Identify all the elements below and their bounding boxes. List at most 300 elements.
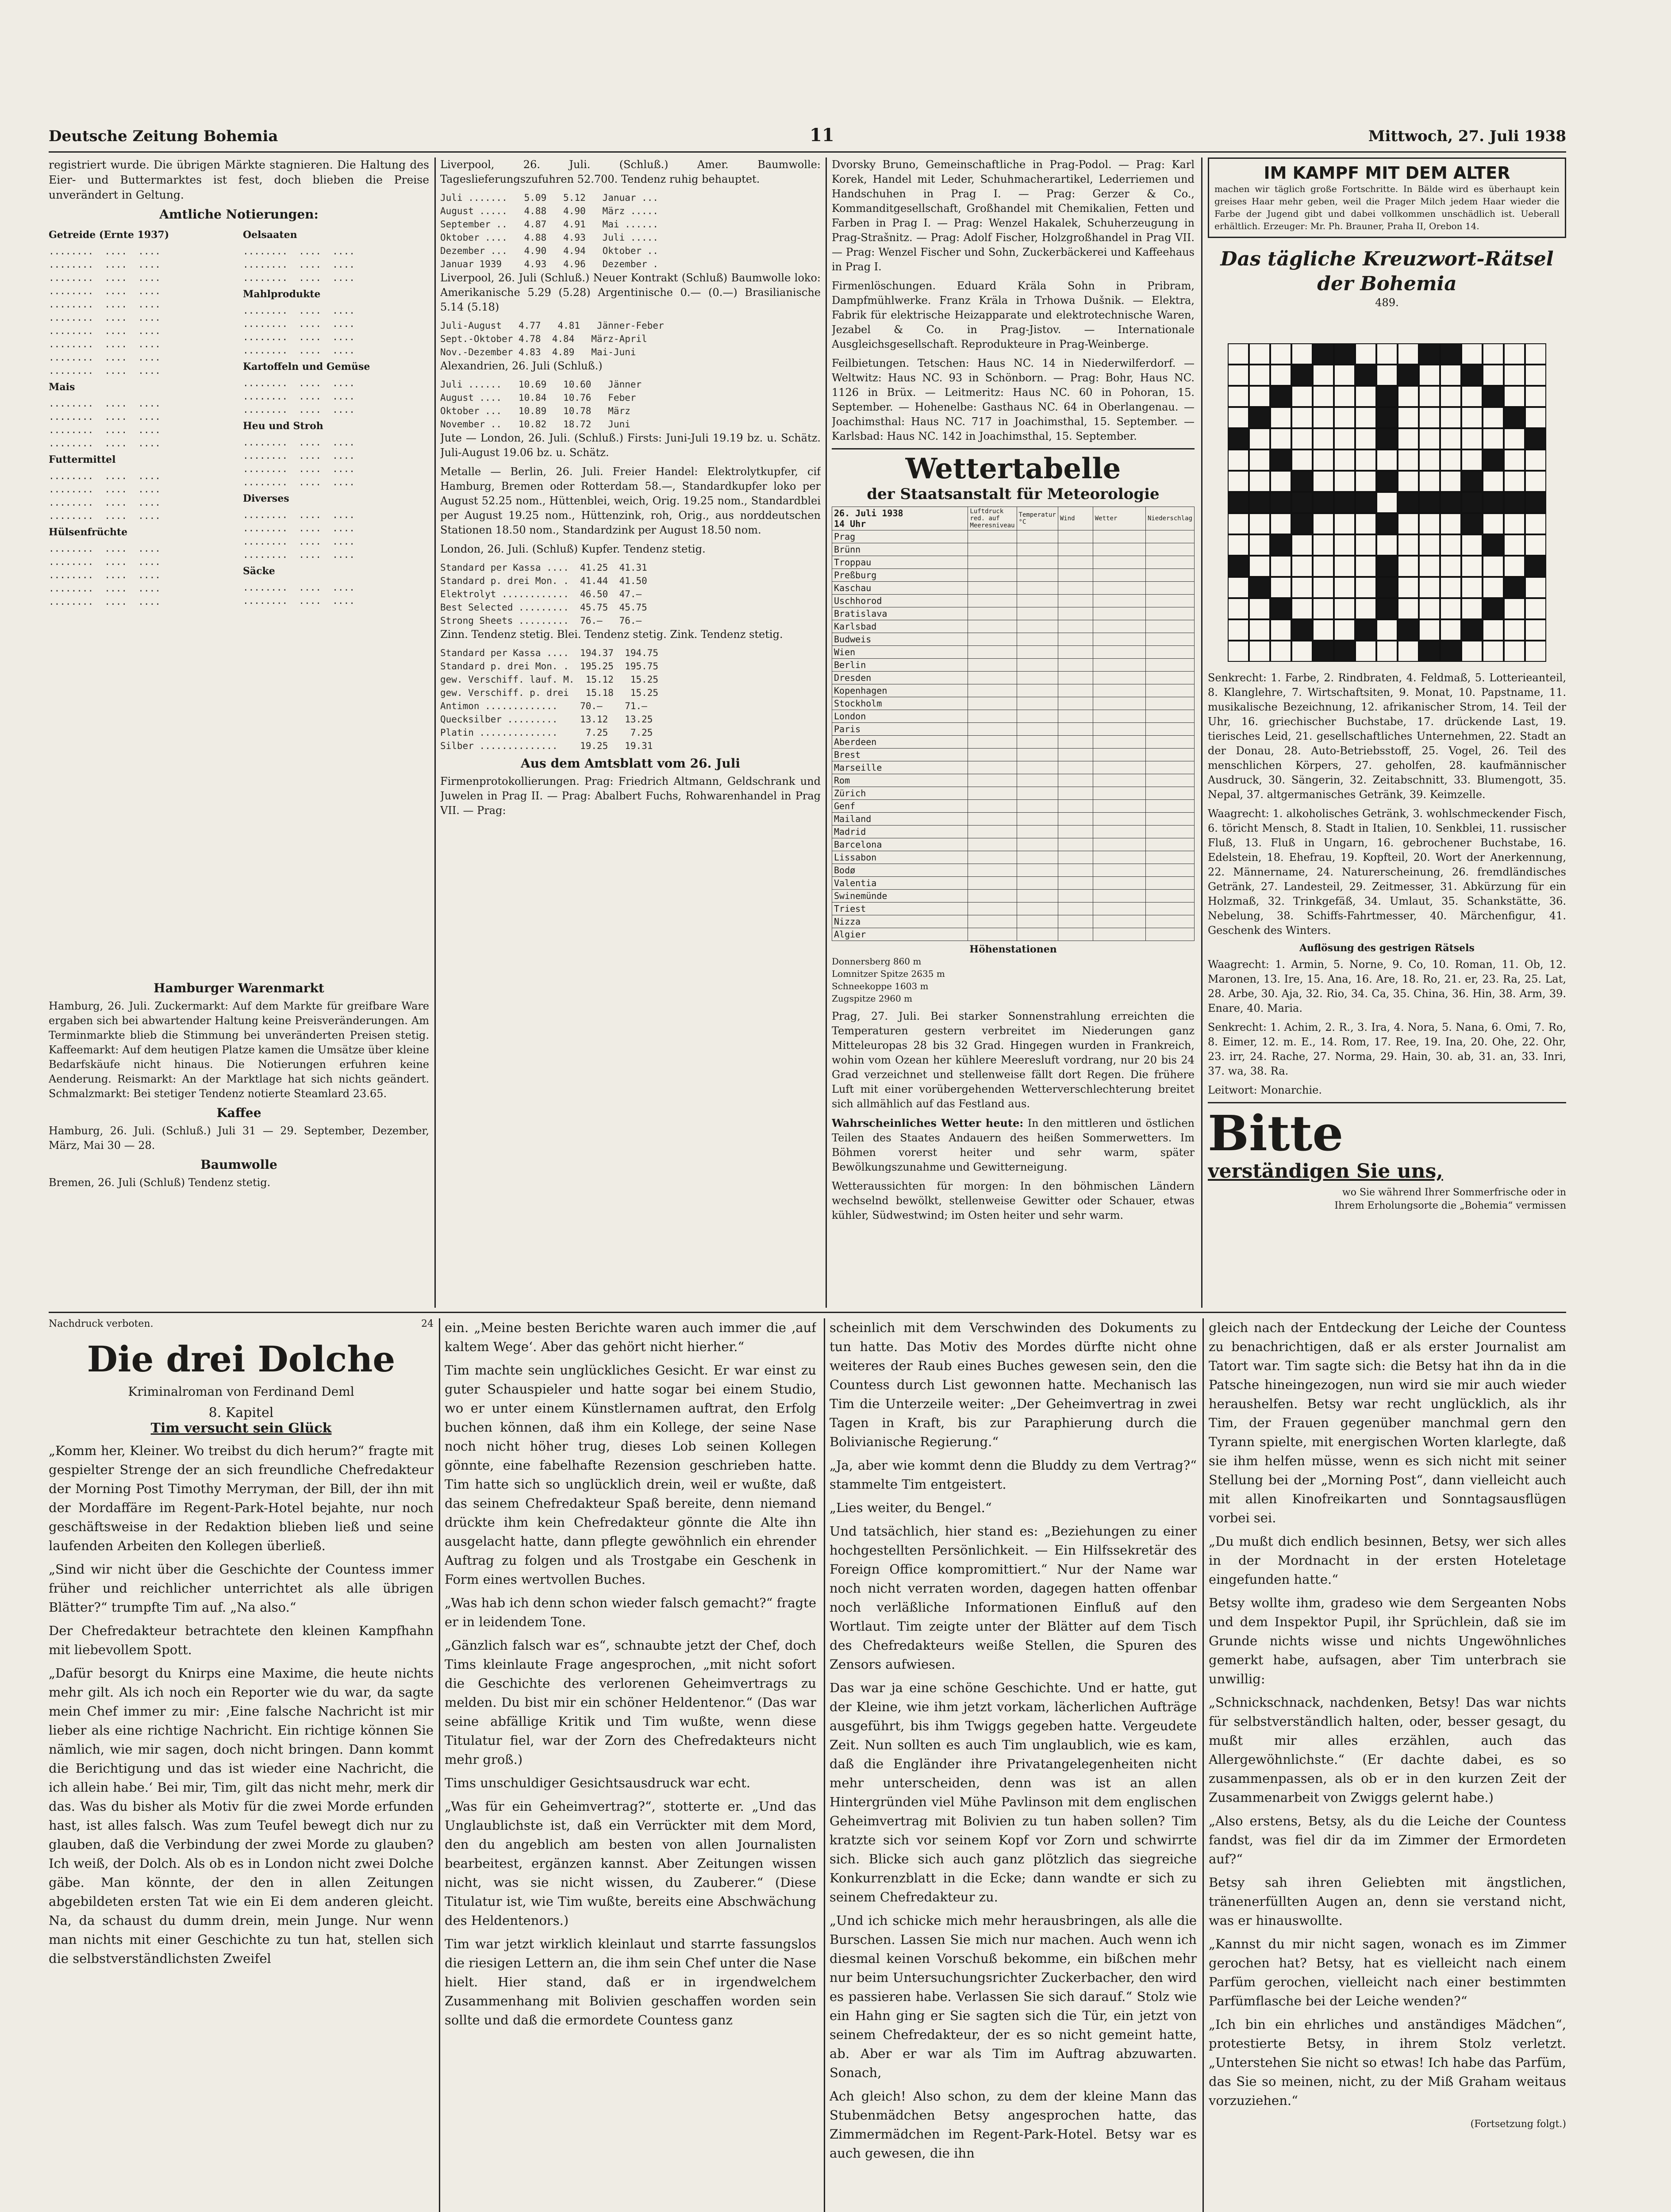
crossword-cell (1291, 513, 1313, 534)
crossword-cell (1376, 449, 1398, 471)
crossword-cell (1270, 641, 1291, 662)
station-value (1145, 556, 1194, 569)
crossword-cell (1270, 365, 1291, 386)
station-value (1093, 710, 1145, 723)
station-value (1145, 800, 1194, 813)
station-value (1017, 826, 1058, 838)
kaffee-title: Kaffee (216, 1106, 261, 1120)
crossword-cell (1249, 386, 1270, 407)
crossword-cell (1419, 619, 1440, 641)
amtsblatt-text: Firmenprotokollierungen. Prag: Friedrich Altmann, Geldschrank und Juwelen in Prag II. — Prag: Abalbert Fuchs, Rohwarenhandel in Prag VII. — Prag: (440, 775, 821, 817)
station-value (1058, 659, 1093, 672)
crossword-cell (1334, 365, 1355, 386)
crossword-cell (1483, 577, 1504, 598)
crossword-cell (1355, 641, 1376, 662)
crossword-cell (1334, 386, 1355, 407)
crossword-cell (1461, 365, 1483, 386)
crossword-cell (1419, 492, 1440, 513)
column-rule (824, 1318, 825, 2212)
novel-paragraph: gleich nach der Entdeckung der Leiche der Countess zu benachrichtigen, daß er als erster Journalist am Tatort war. Tim sagte sich: die Betsy hat ihn da in die Patsche hineingezogen, nun wird sie mir auch wieder heraushelfen. Betsy war recht unglücklich, als ihr Tim, der Frauen gegenüber manchmal gern den Tyrann spielte, mit energischen Worten klarlegte, daß sie ihm helfen müsse, wenn es sich nicht mit seiner Stellung bei der „Morning Post“, dann vielleicht auch mit allen Kinofreikarten und Sonntagsausflügen vorbei sei. (1209, 1320, 1566, 1525)
weather-station-row (832, 659, 1195, 672)
crossword-cell (1249, 619, 1270, 641)
novel-paragraph: „Kannst du mir nicht sagen, wonach es im Zimmer gerochen hat? Betsy, hat es vielleicht nach einem Parfüm gerochen, vielleicht nach einer bestimmten Parfümflasche bei der Leiche wenden?“ (1209, 1936, 1566, 2008)
crossword-cell (1249, 343, 1270, 365)
puzzle-senkrecht: Senkrecht: 1. Farbe, 2. Rindbraten, 4. Feldmaß, 5. Lotterieanteil, 8. Klanglehre, 7. Wirtschaftsiten, 9. Monat, 10. Papstname, 11. musikalische Bezeichnung, 12. afrikanischer Strom, 14. Teil der Uhr, 16. griechischer Buchstabe, 17. drückende Last, 19. tierisches Leid, 21. gesellschaftliches Unternehmen, 22. Stadt an der Donau, 28. Auto-Betriebsstoff, 25. Vogel, 26. Teil des menschlichen Körpers, 27. geholfen, 28. kaufmännischer Ausdruck, 30. Sängerin, 32. Zeitabschnitt, 33. Blumengott, 35. Nepal, 37. altgermanisches Getränk, 39. Keimzelle. (1208, 672, 1566, 801)
crossword-cell (1249, 641, 1270, 662)
station-value (1058, 595, 1093, 607)
station-value (1093, 723, 1145, 736)
station-value (1058, 749, 1093, 761)
station-value (968, 928, 1017, 941)
crossword-cell (1270, 534, 1291, 556)
crossword-cell (1334, 619, 1355, 641)
station-value (1058, 710, 1093, 723)
station-name: Kaschau (832, 582, 968, 595)
commodity-report: London, 26. Juli. (Schluß) Kupfer. Tendenz stetig. (440, 543, 706, 555)
crossword-cell (1440, 577, 1461, 598)
issue-date: Mittwoch, 27. Juli 1938 (1368, 127, 1566, 145)
crossword-cell (1376, 598, 1398, 619)
station-value (1058, 556, 1093, 569)
station-value (1017, 569, 1058, 582)
crossword-cell (1525, 556, 1546, 577)
station-value (968, 620, 1017, 633)
market-filler: ........ .... .... ........ .... .... ........ .... .... (243, 378, 355, 415)
weather-station-row (832, 582, 1195, 595)
crossword-cell (1461, 534, 1483, 556)
firm-notice: Firmenlöschungen. Eduard Kräla Sohn in Pribram, Dampfmühlwerke. Franz Kräla in Trhowa Dušnik. — Elektra, Fabrik für elektrische Heizapparate und elektrotechnische Waren, Jezabel & Co. in Prag-Jistov. — Internationale Ausgleichsgesellschaft. Reprodukteure in Prag-Weinberge. (832, 280, 1195, 350)
station-value (1017, 787, 1058, 800)
station-name: Karlsbad (832, 620, 968, 633)
station-value (1017, 877, 1058, 890)
crossword-cell (1398, 513, 1419, 534)
weather-station-row (832, 530, 1195, 543)
crossword-cell (1398, 534, 1419, 556)
crossword-cell (1376, 577, 1398, 598)
station-value (1058, 864, 1093, 877)
weather-forecast-body: In den mittleren und östlichen Teilen des Staates Andauern des heißen Sommerwetters. Im Böhmen vorerst heiter und sehr warm, später Bewölkungszunahme und Gewitterneigung. (832, 1117, 1195, 1173)
novel-paragraph: Das war ja eine schöne Geschichte. Und er hatte, gut der Kleine, wie ihm jetzt vorkam, lächerlichen Aufträge ausgeführt, bis ihm Twiggs gegeben hatte. Vergeudete Zeit. Nun sollten es auch Tim unglaublich, wie es kam, daß die Engländer ihre Privatangelegenheiten nicht mehr unterscheiden, denn was ist an allen Hintergründen viel Mühe Pavlinson mit dem englischen Geheimvertrag mit Bolivien zu tun haben sollen? Tim kratzte sich vor seinem Kopf vor Zorn und schwirrte sich. Blicke sich auch ganz plötzlich das siegreiche Konkurrenzblatt in die Ecke; dann wandte er sich zu seinem Chefredakteur zu. (830, 1680, 1197, 1905)
weather-station-row (832, 543, 1195, 556)
station-value (1145, 915, 1194, 928)
station-value (1017, 915, 1058, 928)
station-value (1093, 633, 1145, 646)
crossword-cell (1525, 577, 1546, 598)
station-value (968, 736, 1017, 749)
crossword-cell (1525, 513, 1546, 534)
station-name: Kopenhagen (832, 684, 968, 697)
crossword-cell (1398, 598, 1419, 619)
weather-forecast-heading: Wahrscheinliches Wetter heute: (832, 1117, 1024, 1129)
baumwolle-title: Baumwolle (200, 1157, 277, 1172)
novel-title: Die drei Dolche (87, 1338, 396, 1380)
station-value (1145, 864, 1194, 877)
crossword-cell (1398, 556, 1419, 577)
market-filler: ........ .... .... ........ .... .... ........ .... .... ........ .... .... (243, 305, 355, 356)
crossword-cell (1461, 386, 1483, 407)
novel-chapter-title: Tim versucht sein Glück (150, 1421, 332, 1436)
crossword-cell (1291, 428, 1313, 449)
station-value (968, 877, 1017, 890)
crossword-cell (1483, 492, 1504, 513)
weather-station-row (832, 826, 1195, 838)
crossword-cell (1376, 534, 1398, 556)
station-value (1145, 607, 1194, 620)
crossword-cell (1313, 343, 1334, 365)
crossword-cell (1313, 513, 1334, 534)
station-value (1093, 902, 1145, 915)
crossword-cell (1270, 577, 1291, 598)
crossword-cell (1334, 343, 1355, 365)
crossword-cell (1504, 641, 1525, 662)
crossword-cell (1525, 449, 1546, 471)
weather-tomorrow: Wetteraussichten für morgen: In den böhmischen Ländern wechselnd bewölkt, stellenweise Gewitter oder Schauer, etwas kühler, Südwestwind; im Osten heiter und sehr warm. (832, 1180, 1195, 1221)
station-value (1017, 749, 1058, 761)
crossword-cell (1355, 577, 1376, 598)
station-name: Valentia (832, 877, 968, 890)
station-value (1058, 543, 1093, 556)
station-name: Marseille (832, 761, 968, 774)
station-value (1145, 569, 1194, 582)
crossword-cell (1483, 428, 1504, 449)
market-section: Kartoffeln und Gemüse (243, 361, 370, 373)
crossword-cell (1525, 598, 1546, 619)
station-name: Paris (832, 723, 968, 736)
crossword-cell (1483, 407, 1504, 428)
crossword-cell (1504, 534, 1525, 556)
station-value (1058, 736, 1093, 749)
crossword-cell (1228, 577, 1249, 598)
station-value (968, 761, 1017, 774)
station-value (968, 800, 1017, 813)
crossword-cell (1376, 471, 1398, 492)
commodities-column (440, 157, 821, 1308)
station-value (1093, 800, 1145, 813)
crossword-cell (1504, 407, 1525, 428)
bitte-text: wo Sie während Ihrer Sommerfrische oder in Ihrem Erholungsorte die „Bohemia“ vermissen (1334, 1187, 1566, 1211)
crossword-cell (1313, 407, 1334, 428)
station-name: Algier (832, 928, 968, 941)
station-name: Brünn (832, 543, 968, 556)
crossword-cell (1504, 428, 1525, 449)
station-value (1145, 710, 1194, 723)
crossword-cell (1525, 641, 1546, 662)
station-value (1145, 838, 1194, 851)
crossword-cell (1334, 513, 1355, 534)
crossword-cell (1483, 449, 1504, 471)
weather-station-row (832, 620, 1195, 633)
novel-notice-row (49, 1318, 434, 1329)
station-value (968, 697, 1017, 710)
station-value (1058, 787, 1093, 800)
station-value (1058, 928, 1093, 941)
crossword-cell (1440, 641, 1461, 662)
crossword-cell (1355, 598, 1376, 619)
crossword-cell (1376, 428, 1398, 449)
station-value (1017, 530, 1058, 543)
station-value (968, 710, 1017, 723)
column-weather: Wetter (1093, 507, 1145, 530)
station-name: Mailand (832, 813, 968, 826)
crossword-cell (1440, 365, 1461, 386)
station-value (968, 607, 1017, 620)
station-value (1093, 877, 1145, 890)
mountain-station: Schneekoppe 1603 m (832, 981, 929, 991)
mountain-station: Lomnitzer Spitze 2635 m (832, 968, 945, 979)
column-wind: Wind (1058, 507, 1093, 530)
station-value (1093, 582, 1145, 595)
crossword-cell (1398, 365, 1419, 386)
station-value (1145, 877, 1194, 890)
station-value (1058, 800, 1093, 813)
station-name: Swinemünde (832, 890, 968, 902)
station-name: Preßburg (832, 569, 968, 582)
market-section: Säcke (243, 565, 275, 577)
commodity-filler: Juli ....... 5.09 5.12 Januar ... August ..... 4.88 4.90 März ..... September .. 4.87 4.91 Mai ...... Oktober .... 4.88 4.93 Juli ..... Dezember ... 4.90 4.94 Oktober .. Januar 1939 4.93 4.96 Dezember . (440, 192, 659, 269)
crossword-cell (1398, 641, 1419, 662)
station-value (968, 582, 1017, 595)
crossword-cell (1270, 386, 1291, 407)
station-value (1093, 697, 1145, 710)
station-name: Madrid (832, 826, 968, 838)
commodity-filler: Juli-August 4.77 4.81 Jänner-Feber Sept.-Oktober 4.78 4.84 März-April Nov.-Dezember 4.83 4.89 Mai-Juni (440, 320, 664, 357)
station-value (1017, 890, 1058, 902)
commodity-report: Metalle — Berlin, 26. Juli. Freier Handel: Elektrolytkupfer, cif Hamburg, Bremen oder Rotterdam 58.—, Standardkupfer loko per August 52.25 nom., Hüttenblei, weich, Orig. 19.25 nom., Standardblei per August 19.25 nom., Hüttenzink, roh, Orig., aus norddeutschen Stationen 18.50 nom., Standardzink per August 18.50 nom. (440, 465, 821, 536)
station-value (968, 556, 1017, 569)
crossword-cell (1398, 386, 1419, 407)
station-value (1093, 569, 1145, 582)
crossword-cell (1398, 471, 1419, 492)
station-value (1093, 774, 1145, 787)
column-precip: Niederschlag (1145, 507, 1194, 530)
station-value (1058, 620, 1093, 633)
puzzle-waagrecht: Waagrecht: 1. alkoholisches Getränk, 3. wohlschmeckender Fisch, 6. töricht Mensch, 8. Stadt in Italien, 10. Senkblei, 11. russischer Fluß, 13. Fluß in Ungarn, 16. gebrochener Buchstabe, 16. Edelstein, 18. Ehefrau, 19. Kopfteil, 20. Wort der Anerkennung, 22. Männername, 24. Naturerscheinung, 26. fremdländisches Getränk, 27. Landesteil, 29. Zeitmesser, 31. Abkürzung für ein Holzmaß, 32. Trinkgefäß, 34. Umlaut, 35. Schankstätte, 36. Nebelung, 38. Schiffs-Fahrtmesser, 40. Märchenfigur, 41. Geschenk des Winters. (1208, 807, 1566, 937)
column-rule (826, 157, 827, 1308)
firm-notice: Feilbietungen. Tetschen: Haus NC. 14 in Niederwilferdorf. — Weltwitz: Haus NC. 93 in Schönborn. — Prag: Bohr, Haus NC. 1126 in Brüx. — Leitmeritz: Haus NC. 60 in Pohoran, 15. September. — Hohenelbe: Gasthaus NC. 64 in Oberlangenau. — Joachimsthal: Haus NC. 717 in Joachimsthal, 15. September. — Karlsbad: Haus NC. 142 in Joachimsthal, 15. September. (832, 357, 1195, 442)
crossword-cell (1355, 428, 1376, 449)
crossword-cell (1249, 471, 1270, 492)
crossword-cell (1483, 534, 1504, 556)
crossword-cell (1270, 449, 1291, 471)
crossword-cell (1355, 386, 1376, 407)
station-value (1017, 582, 1058, 595)
crossword-cell (1228, 449, 1249, 471)
station-value (968, 787, 1017, 800)
novel-column-3 (830, 1318, 1197, 2212)
weather-station-row (832, 736, 1195, 749)
crossword-cell (1291, 619, 1313, 641)
weather-station-row (832, 595, 1195, 607)
crossword-cell (1419, 449, 1440, 471)
crossword-cell (1483, 365, 1504, 386)
crossword-cell (1504, 365, 1525, 386)
mountain-station: Zugspitze 2960 m (832, 993, 913, 1004)
station-value (1145, 813, 1194, 826)
station-value (1093, 556, 1145, 569)
market-filler: ........ .... .... ........ .... .... ........ .... .... (243, 246, 355, 283)
commodity-report: Zinn. Tendenz stetig. Blei. Tendenz stetig. Zink. Tendenz stetig. (440, 628, 783, 641)
crossword-cell (1249, 534, 1270, 556)
weather-station-row (832, 800, 1195, 813)
crossword-cell (1398, 343, 1419, 365)
crossword-cell (1440, 428, 1461, 449)
station-name: Triest (832, 902, 968, 915)
weather-station-row (832, 697, 1195, 710)
crossword-cell (1419, 428, 1440, 449)
crossword-cell (1313, 641, 1334, 662)
station-value (1093, 749, 1145, 761)
station-value (1017, 595, 1058, 607)
crossword-cell (1270, 556, 1291, 577)
crossword-cell (1376, 513, 1398, 534)
crossword-cell (1249, 513, 1270, 534)
weather-stations (832, 530, 1195, 941)
newspaper-name: Deutsche Zeitung Bohemia (49, 127, 278, 145)
market-section: Diverses (243, 493, 289, 504)
weather-station-row (832, 723, 1195, 736)
station-value (968, 838, 1017, 851)
crossword-cell (1249, 449, 1270, 471)
station-name: Bratislava (832, 607, 968, 620)
station-value (1145, 736, 1194, 749)
station-name: Aberdeen (832, 736, 968, 749)
crossword-cell (1228, 534, 1249, 556)
crossword-cell (1461, 513, 1483, 534)
weather-station-row (832, 761, 1195, 774)
solution-waagrecht: Waagrecht: 1. Armin, 5. Norne, 9. Co, 10. Roman, 11. Ob, 12. Maronen, 13. Ire, 15. Ana, 16. Are, 18. Ro, 21. er, 23. Ra, 25. Lat, 28. Arbe, 30. Aja, 32. Rio, 34. Ca, 35. China, 36. Hin, 38. Arm, 39. Enare, 40. Maria. (1208, 958, 1566, 1014)
hamburg-title: Hamburger Warenmarkt (154, 981, 324, 995)
novel-paragraph: Tim war jetzt wirklich kleinlaut und starrte fassungslos die riesigen Lettern an, die ihm sein Chef unter die Nase hielt. Hier stand, daß er in irgendwelchem Zusammenhang mit Bolivien geschaffen worden sein sollte und daß die ermordete Countess ganz (445, 1936, 816, 2028)
crossword-cell (1228, 619, 1249, 641)
mountain-stations (832, 955, 1195, 1005)
station-value (968, 659, 1017, 672)
weather-station-row (832, 607, 1195, 620)
station-value (968, 915, 1017, 928)
weather-title: Wettertabelle (905, 452, 1121, 485)
crossword-cell (1419, 343, 1440, 365)
kaffee-text: Hamburg, 26. Juli. (Schluß.) Juli 31 — 29. September, Dezember, März, Mai 30 — 28. (49, 1125, 429, 1152)
station-value (1145, 851, 1194, 864)
crossword-cell (1398, 492, 1419, 513)
station-name: Uschhorod (832, 595, 968, 607)
market-section: Oelsaaten (243, 229, 297, 241)
station-name: Stockholm (832, 697, 968, 710)
station-value (1093, 890, 1145, 902)
station-value (1058, 813, 1093, 826)
firm-notice: Dvorsky Bruno, Gemeinschaftliche in Prag-Podol. — Prag: Karl Korek, Handel mit Leder, Schuhmacherartikel, Lederriemen und Handschuhen in Prag I. — Prag: Gerzer & Co., Kommanditgesellschaft, Großhandel mit Chemikalien, Fetten und Farben in Prag I. — Prag: Wenzel Hakalek, Schuherzeugung in Prag-Strašnitz. — Prag: Adolf Fischer, Holzgroßhandel in Prag VII. — Prag: Wenzel Fischer und Sohn, Zuckerbäckerei und Kaffeehaus in Prag I. (832, 158, 1195, 273)
station-value (968, 890, 1017, 902)
crossword-cell (1313, 598, 1334, 619)
crossword-cell (1291, 365, 1313, 386)
crossword-cell (1419, 365, 1440, 386)
station-value (1058, 569, 1093, 582)
station-value (1058, 633, 1093, 646)
solution-senkrecht: Senkrecht: 1. Achim, 2. R., 3. Ira, 4. Nora, 5. Nana, 6. Omi, 7. Ro, 8. Eimer, 12. m. E., 14. Rom, 17. Ree, 19. Ina, 20. Ohe, 22. Ohr, 23. irr, 24. Rache, 27. Norma, 29. Hain, 30. ab, 31. an, 33. Inri, 37. wa, 38. Ra. (1208, 1021, 1566, 1077)
crossword-cell (1313, 365, 1334, 386)
weather-forecast-text (832, 1116, 1195, 1175)
market-section: Futtermittel (49, 454, 116, 465)
station-value (968, 543, 1017, 556)
crossword-cell (1398, 619, 1419, 641)
crossword-cell (1270, 343, 1291, 365)
crossword-cell (1483, 513, 1504, 534)
station-value (1145, 646, 1194, 659)
station-value (1017, 684, 1058, 697)
station-name: Troppau (832, 556, 968, 569)
station-value (968, 530, 1017, 543)
crossword-cell (1504, 449, 1525, 471)
station-value (1093, 543, 1145, 556)
weather-station-row (832, 838, 1195, 851)
station-value (1017, 710, 1058, 723)
crossword-cell (1355, 449, 1376, 471)
crossword-cell (1398, 577, 1419, 598)
weather-station-row (832, 684, 1195, 697)
station-value (1017, 697, 1058, 710)
crossword-cell (1483, 386, 1504, 407)
crossword-cell (1504, 343, 1525, 365)
novel-issue: 24 (421, 1318, 434, 1329)
header-rule (49, 151, 1566, 153)
crossword-cell (1440, 449, 1461, 471)
station-value (1093, 646, 1145, 659)
crossword-cell (1334, 598, 1355, 619)
station-value (1093, 595, 1145, 607)
crossword-cell (1525, 471, 1546, 492)
solution-title: Auflösung des gestrigen Rätsels (1299, 942, 1475, 954)
market-title: Amtliche Notierungen: (159, 207, 319, 222)
crossword-cell (1249, 407, 1270, 428)
station-value (968, 813, 1017, 826)
crossword-cell (1440, 492, 1461, 513)
market-section: Hülsenfrüchte (49, 526, 128, 538)
weather-table (832, 507, 1195, 941)
station-value (1017, 851, 1058, 864)
station-value (968, 902, 1017, 915)
station-value (1145, 672, 1194, 684)
novel-continued: (Fortsetzung folgt.) (1470, 2119, 1566, 2130)
puzzle-column (1208, 157, 1566, 1308)
station-value (968, 864, 1017, 877)
weather-station-row (832, 672, 1195, 684)
weather-station-row (832, 633, 1195, 646)
station-name: Genf (832, 800, 968, 813)
crossword-cell (1376, 365, 1398, 386)
crossword-cell (1483, 343, 1504, 365)
station-value (1145, 543, 1194, 556)
baumwolle-text: Bremen, 26. Juli (Schluß) Tendenz stetig. (49, 1176, 271, 1189)
ad-title: IM KAMPF MIT DEM ALTER (1264, 163, 1510, 183)
station-value (1145, 826, 1194, 838)
crossword-cell (1398, 407, 1419, 428)
station-value (1145, 749, 1194, 761)
crossword-cell (1376, 556, 1398, 577)
crossword-cell (1270, 407, 1291, 428)
novel-paragraph: scheinlich mit dem Verschwinden des Dokuments zu tun hatte. Das Motiv des Mordes dürfte nicht ohne weiteres der Raub eines Buches gewesen sein, den die Countess durch List gewonnen hatte. Mechanisch las Tim die Unterzeile weiter: „Der Geheimvertrag in zwei Tagen in Kraft, bis zur Paraphierung durch die Bolivianische Regierung.“ (830, 1320, 1197, 1449)
amtsblatt-title: Aus dem Amtsblatt vom 26. Juli (520, 756, 741, 771)
column-rule (434, 157, 436, 1308)
crossword-cell (1355, 365, 1376, 386)
crossword-cell (1483, 471, 1504, 492)
station-value (1093, 864, 1145, 877)
station-value (1017, 646, 1058, 659)
crossword-cell (1249, 492, 1270, 513)
station-value (1093, 736, 1145, 749)
crossword-cell (1376, 386, 1398, 407)
column-temp: Temperatur °C (1017, 507, 1058, 530)
crossword-cell (1355, 534, 1376, 556)
weather-station-row (832, 774, 1195, 787)
